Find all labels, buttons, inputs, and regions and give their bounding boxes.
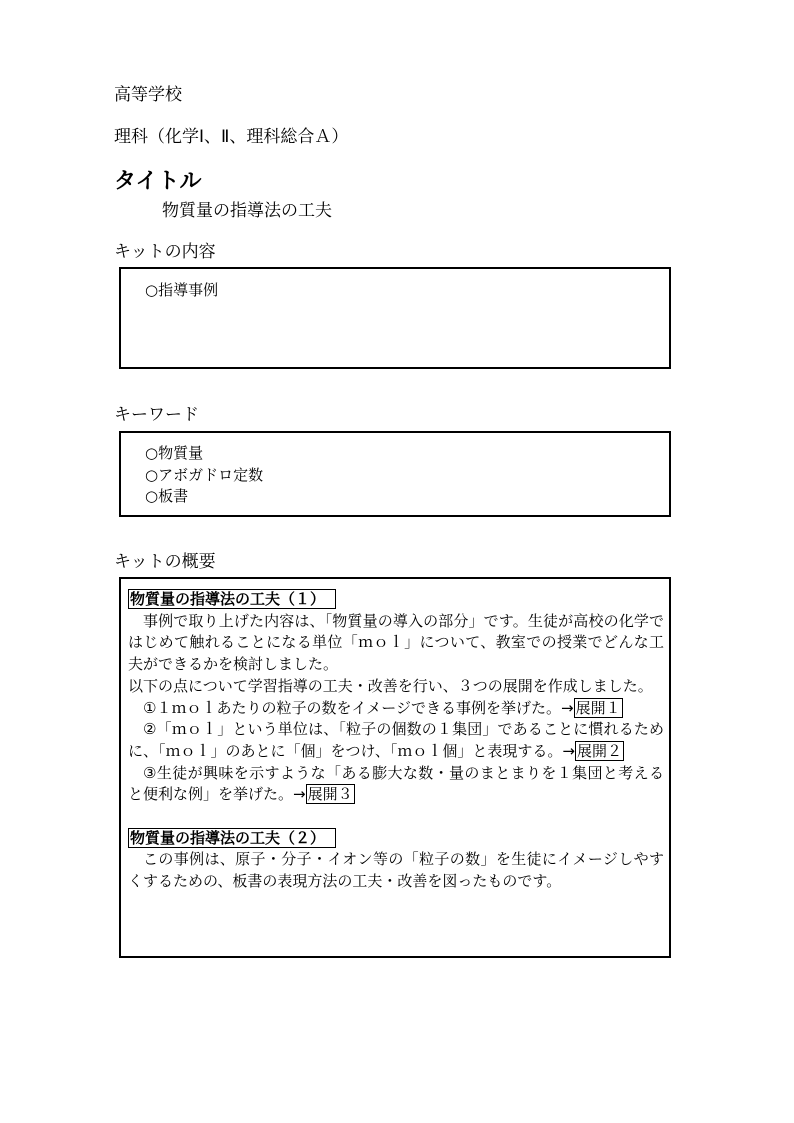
- point-item: [128, 698, 664, 720]
- overview-heading: キットの概要: [114, 552, 216, 572]
- keywords-box: [119, 431, 671, 517]
- development-tag: 展開３: [307, 785, 353, 804]
- keyword-item: ○物質量: [145, 444, 204, 462]
- title-heading: タイトル: [114, 169, 202, 194]
- point-text: ①１ｍｏｌあたりの粒子の数をイメージできる事例を挙げた。→: [143, 698, 574, 717]
- development-tag: 展開１: [575, 698, 621, 717]
- kit-contents-box: [119, 267, 671, 369]
- section-title: 物質量の指導法の工夫（１）: [128, 589, 336, 609]
- overview-body: [128, 589, 664, 893]
- overview-paragraph: この事例は、原子・分子・イオン等の「粒子の数」を生徒にイメージしやすくするための、板書の表現方法の工夫・改善を図ったものです。: [128, 850, 664, 891]
- point-text: ③生徒が興味を示すような「ある膨大な数・量のまとまりを１集団と考えると便利な例」を挙げた。→: [128, 763, 664, 804]
- development-tag: 展開２: [576, 741, 622, 760]
- point-text: ②「ｍｏｌ」という単位は、「粒子の個数の１集団」であることに慣れるために、「ｍｏｌ」のあとに「個」をつけ、「ｍｏｌ個」と表現する。→: [128, 720, 664, 760]
- overview-paragraph: 事例で取り上げた内容は、「物質量の導入の部分」です。生徒が高校の化学ではじめて触れることになる単位「ｍｏｌ」について、教室での授業でどんな工夫ができるかを検討しました。: [128, 611, 664, 674]
- keyword-item: ○アボガドロ定数: [145, 466, 264, 484]
- point-item: [128, 719, 664, 762]
- school-label: 高等学校: [114, 85, 182, 105]
- keyword-item: ○板書: [145, 487, 189, 505]
- overview-box: [119, 577, 671, 958]
- kit-contents-item: ○指導事例: [145, 281, 219, 299]
- spacer: [128, 806, 664, 828]
- point-item: [128, 763, 664, 806]
- kit-contents-heading: キットの内容: [114, 242, 216, 262]
- keywords-heading: キーワード: [114, 405, 199, 425]
- overview-paragraph: 以下の点について学習指導の工夫・改善を行い、３つの展開を作成しました。: [128, 676, 653, 695]
- section-title: 物質量の指導法の工夫（２）: [128, 828, 336, 848]
- subject-label: 理科（化学Ⅰ、Ⅱ、理科総合Ａ）: [114, 127, 349, 147]
- page-title: 物質量の指導法の工夫: [162, 201, 332, 221]
